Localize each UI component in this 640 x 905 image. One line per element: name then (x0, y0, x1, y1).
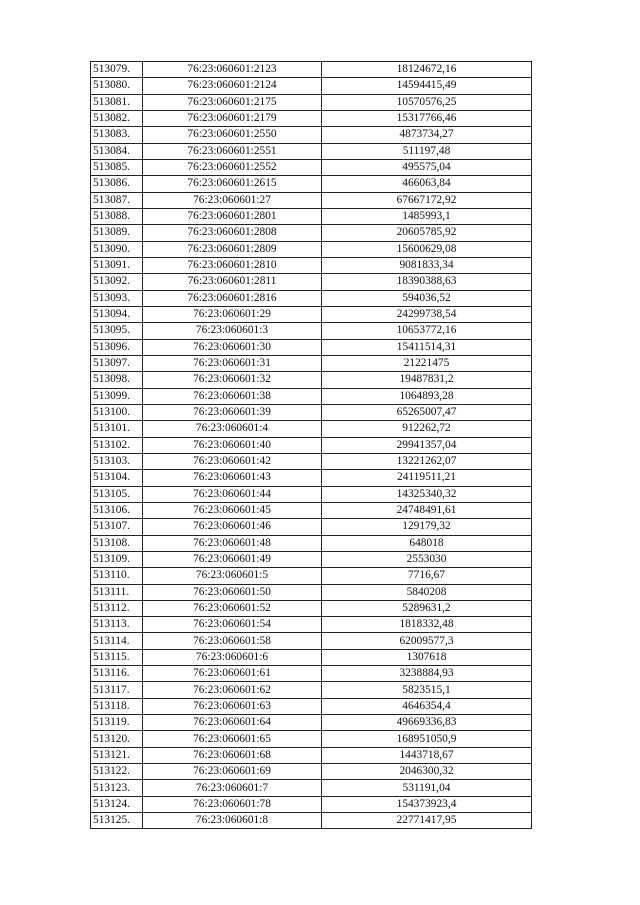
cadastral-value-cell: 9081833,34 (322, 257, 532, 273)
cadastral-number-cell: 76:23:060601:64 (143, 715, 322, 731)
table-row (91, 176, 532, 192)
row-number-cell: 513109. (91, 551, 143, 567)
table-row (91, 796, 532, 812)
row-number-cell: 513118. (91, 698, 143, 714)
cadastral-value-cell: 2046300,32 (322, 764, 532, 780)
row-number-cell: 513103. (91, 453, 143, 469)
cadastral-value-cell: 912262,72 (322, 421, 532, 437)
row-number-cell: 513091. (91, 257, 143, 273)
cadastral-value-cell: 24119511,21 (322, 470, 532, 486)
cadastral-value-cell: 129179,32 (322, 519, 532, 535)
table-row (91, 241, 532, 257)
cadastral-value-cell: 18390388,63 (322, 274, 532, 290)
cadastral-number-cell: 76:23:060601:8 (143, 813, 322, 829)
row-number-cell: 513117. (91, 682, 143, 698)
cadastral-value-cell: 15600629,08 (322, 241, 532, 257)
table-row (91, 355, 532, 371)
table-row (91, 78, 532, 94)
row-number-cell: 513088. (91, 208, 143, 224)
cadastral-number-cell: 76:23:060601:46 (143, 519, 322, 535)
table-row (91, 388, 532, 404)
cadastral-number-cell: 76:23:060601:68 (143, 747, 322, 763)
cadastral-number-cell: 76:23:060601:31 (143, 355, 322, 371)
cadastral-number-cell: 76:23:060601:65 (143, 731, 322, 747)
row-number-cell: 513107. (91, 519, 143, 535)
cadastral-number-cell: 76:23:060601:3 (143, 323, 322, 339)
cadastral-value-cell: 67667172,92 (322, 192, 532, 208)
row-number-cell: 513086. (91, 176, 143, 192)
table-row (91, 502, 532, 518)
table-row (91, 470, 532, 486)
cadastral-number-cell: 76:23:060601:42 (143, 453, 322, 469)
row-number-cell: 513110. (91, 568, 143, 584)
row-number-cell: 513113. (91, 617, 143, 633)
cadastral-number-cell: 76:23:060601:45 (143, 502, 322, 518)
cadastral-value-cell: 1443718,67 (322, 747, 532, 763)
row-number-cell: 513084. (91, 143, 143, 159)
row-number-cell: 513115. (91, 649, 143, 665)
cadastral-value-cell: 15317766,46 (322, 110, 532, 126)
cadastral-number-cell: 76:23:060601:62 (143, 682, 322, 698)
row-number-cell: 513095. (91, 323, 143, 339)
row-number-cell: 513081. (91, 94, 143, 110)
cadastral-value-cell: 4646354,4 (322, 698, 532, 714)
cadastral-number-cell: 76:23:060601:2552 (143, 159, 322, 175)
row-number-cell: 513105. (91, 486, 143, 502)
cadastral-value-cell: 10653772,16 (322, 323, 532, 339)
cadastral-number-cell: 76:23:060601:7 (143, 780, 322, 796)
cadastral-number-cell: 76:23:060601:50 (143, 584, 322, 600)
cadastral-number-cell: 76:23:060601:29 (143, 306, 322, 322)
cadastral-value-cell: 20605785,92 (322, 225, 532, 241)
cadastral-value-cell: 62009577,3 (322, 633, 532, 649)
table-row (91, 274, 532, 290)
row-number-cell: 513098. (91, 372, 143, 388)
cadastral-number-cell: 76:23:060601:49 (143, 551, 322, 567)
row-number-cell: 513124. (91, 796, 143, 812)
cadastral-value-cell: 168951050,9 (322, 731, 532, 747)
cadastral-value-cell: 1064893,28 (322, 388, 532, 404)
table-body (91, 62, 532, 829)
cadastral-value-cell: 24299738,54 (322, 306, 532, 322)
cadastral-number-cell: 76:23:060601:2550 (143, 127, 322, 143)
cadastral-value-cell: 7716,67 (322, 568, 532, 584)
cadastral-value-cell: 5823515,1 (322, 682, 532, 698)
cadastral-value-cell: 594036,52 (322, 290, 532, 306)
table-row (91, 421, 532, 437)
table-row (91, 94, 532, 110)
cadastral-number-cell: 76:23:060601:5 (143, 568, 322, 584)
row-number-cell: 513114. (91, 633, 143, 649)
row-number-cell: 513090. (91, 241, 143, 257)
row-number-cell: 513121. (91, 747, 143, 763)
cadastral-number-cell: 76:23:060601:44 (143, 486, 322, 502)
table-row (91, 633, 532, 649)
table-row (91, 600, 532, 616)
cadastral-number-cell: 76:23:060601:58 (143, 633, 322, 649)
row-number-cell: 513100. (91, 404, 143, 420)
table-row (91, 62, 532, 78)
cadastral-number-cell: 76:23:060601:39 (143, 404, 322, 420)
cadastral-value-cell: 14325340,32 (322, 486, 532, 502)
table-row (91, 208, 532, 224)
cadastral-number-cell: 76:23:060601:2551 (143, 143, 322, 159)
row-number-cell: 513123. (91, 780, 143, 796)
row-number-cell: 513094. (91, 306, 143, 322)
table-row (91, 682, 532, 698)
cadastral-value-cell: 49669336,83 (322, 715, 532, 731)
cadastral-number-cell: 76:23:060601:2124 (143, 78, 322, 94)
cadastral-number-cell: 76:23:060601:78 (143, 796, 322, 812)
cadastral-value-cell: 29941357,04 (322, 437, 532, 453)
table-row (91, 143, 532, 159)
row-number-cell: 513082. (91, 110, 143, 126)
row-number-cell: 513101. (91, 421, 143, 437)
table-row (91, 372, 532, 388)
cadastral-value-cell: 466063,84 (322, 176, 532, 192)
cadastral-value-cell: 154373923,4 (322, 796, 532, 812)
cadastral-number-cell: 76:23:060601:2816 (143, 290, 322, 306)
cadastral-number-cell: 76:23:060601:6 (143, 649, 322, 665)
row-number-cell: 513099. (91, 388, 143, 404)
row-number-cell: 513097. (91, 355, 143, 371)
cadastral-number-cell: 76:23:060601:4 (143, 421, 322, 437)
table-row (91, 127, 532, 143)
table-row (91, 159, 532, 175)
table-row (91, 780, 532, 796)
row-number-cell: 513080. (91, 78, 143, 94)
table-row (91, 290, 532, 306)
cadastral-value-cell: 4873734,27 (322, 127, 532, 143)
row-number-cell: 513125. (91, 813, 143, 829)
row-number-cell: 513116. (91, 666, 143, 682)
cadastral-number-cell: 76:23:060601:2123 (143, 62, 322, 78)
cadastral-value-table (90, 61, 532, 829)
row-number-cell: 513120. (91, 731, 143, 747)
cadastral-number-cell: 76:23:060601:54 (143, 617, 322, 633)
cadastral-value-cell: 14594415,49 (322, 78, 532, 94)
table-row (91, 535, 532, 551)
table-row (91, 584, 532, 600)
row-number-cell: 513079. (91, 62, 143, 78)
cadastral-value-cell: 21221475 (322, 355, 532, 371)
row-number-cell: 513087. (91, 192, 143, 208)
row-number-cell: 513102. (91, 437, 143, 453)
cadastral-number-cell: 76:23:060601:2809 (143, 241, 322, 257)
table-row (91, 551, 532, 567)
cadastral-value-cell: 22771417,95 (322, 813, 532, 829)
table-row (91, 323, 532, 339)
cadastral-number-cell: 76:23:060601:30 (143, 339, 322, 355)
table-row (91, 747, 532, 763)
row-number-cell: 513085. (91, 159, 143, 175)
table-row (91, 437, 532, 453)
table-row (91, 715, 532, 731)
table-row (91, 617, 532, 633)
table-row (91, 192, 532, 208)
cadastral-value-cell: 10570576,25 (322, 94, 532, 110)
table-row (91, 764, 532, 780)
cadastral-value-cell: 531191,04 (322, 780, 532, 796)
row-number-cell: 513104. (91, 470, 143, 486)
table-row (91, 339, 532, 355)
cadastral-value-cell: 1307618 (322, 649, 532, 665)
cadastral-value-cell: 18124672,16 (322, 62, 532, 78)
table-row (91, 731, 532, 747)
row-number-cell: 513096. (91, 339, 143, 355)
table-row (91, 404, 532, 420)
row-number-cell: 513122. (91, 764, 143, 780)
row-number-cell: 513108. (91, 535, 143, 551)
cadastral-value-cell: 495575,04 (322, 159, 532, 175)
table-row (91, 486, 532, 502)
cadastral-value-cell: 2553030 (322, 551, 532, 567)
row-number-cell: 513092. (91, 274, 143, 290)
cadastral-value-cell: 24748491,61 (322, 502, 532, 518)
cadastral-number-cell: 76:23:060601:63 (143, 698, 322, 714)
row-number-cell: 513111. (91, 584, 143, 600)
cadastral-value-cell: 5289631,2 (322, 600, 532, 616)
table-row (91, 568, 532, 584)
table-row (91, 813, 532, 829)
cadastral-number-cell: 76:23:060601:2810 (143, 257, 322, 273)
cadastral-number-cell: 76:23:060601:2808 (143, 225, 322, 241)
cadastral-value-cell: 3238884,93 (322, 666, 532, 682)
cadastral-value-cell: 13221262,07 (322, 453, 532, 469)
row-number-cell: 513089. (91, 225, 143, 241)
cadastral-number-cell: 76:23:060601:38 (143, 388, 322, 404)
table-row (91, 649, 532, 665)
cadastral-value-cell: 15411514,31 (322, 339, 532, 355)
row-number-cell: 513119. (91, 715, 143, 731)
table-row (91, 225, 532, 241)
cadastral-value-cell: 65265007,47 (322, 404, 532, 420)
table-row (91, 698, 532, 714)
cadastral-number-cell: 76:23:060601:61 (143, 666, 322, 682)
table-row (91, 110, 532, 126)
cadastral-value-cell: 1485993,1 (322, 208, 532, 224)
cadastral-value-cell: 5840208 (322, 584, 532, 600)
cadastral-number-cell: 76:23:060601:40 (143, 437, 322, 453)
cadastral-value-cell: 1818332,48 (322, 617, 532, 633)
row-number-cell: 513083. (91, 127, 143, 143)
table-row (91, 666, 532, 682)
cadastral-number-cell: 76:23:060601:2175 (143, 94, 322, 110)
row-number-cell: 513106. (91, 502, 143, 518)
cadastral-number-cell: 76:23:060601:32 (143, 372, 322, 388)
table-row (91, 257, 532, 273)
cadastral-number-cell: 76:23:060601:2801 (143, 208, 322, 224)
table-row (91, 306, 532, 322)
cadastral-value-cell: 648018 (322, 535, 532, 551)
cadastral-number-cell: 76:23:060601:2811 (143, 274, 322, 290)
row-number-cell: 513093. (91, 290, 143, 306)
cadastral-number-cell: 76:23:060601:27 (143, 192, 322, 208)
cadastral-value-cell: 19487831,2 (322, 372, 532, 388)
cadastral-number-cell: 76:23:060601:69 (143, 764, 322, 780)
cadastral-number-cell: 76:23:060601:52 (143, 600, 322, 616)
cadastral-number-cell: 76:23:060601:2615 (143, 176, 322, 192)
cadastral-value-cell: 511197,48 (322, 143, 532, 159)
cadastral-number-cell: 76:23:060601:48 (143, 535, 322, 551)
table-row (91, 453, 532, 469)
table-row (91, 519, 532, 535)
cadastral-number-cell: 76:23:060601:43 (143, 470, 322, 486)
row-number-cell: 513112. (91, 600, 143, 616)
cadastral-number-cell: 76:23:060601:2179 (143, 110, 322, 126)
